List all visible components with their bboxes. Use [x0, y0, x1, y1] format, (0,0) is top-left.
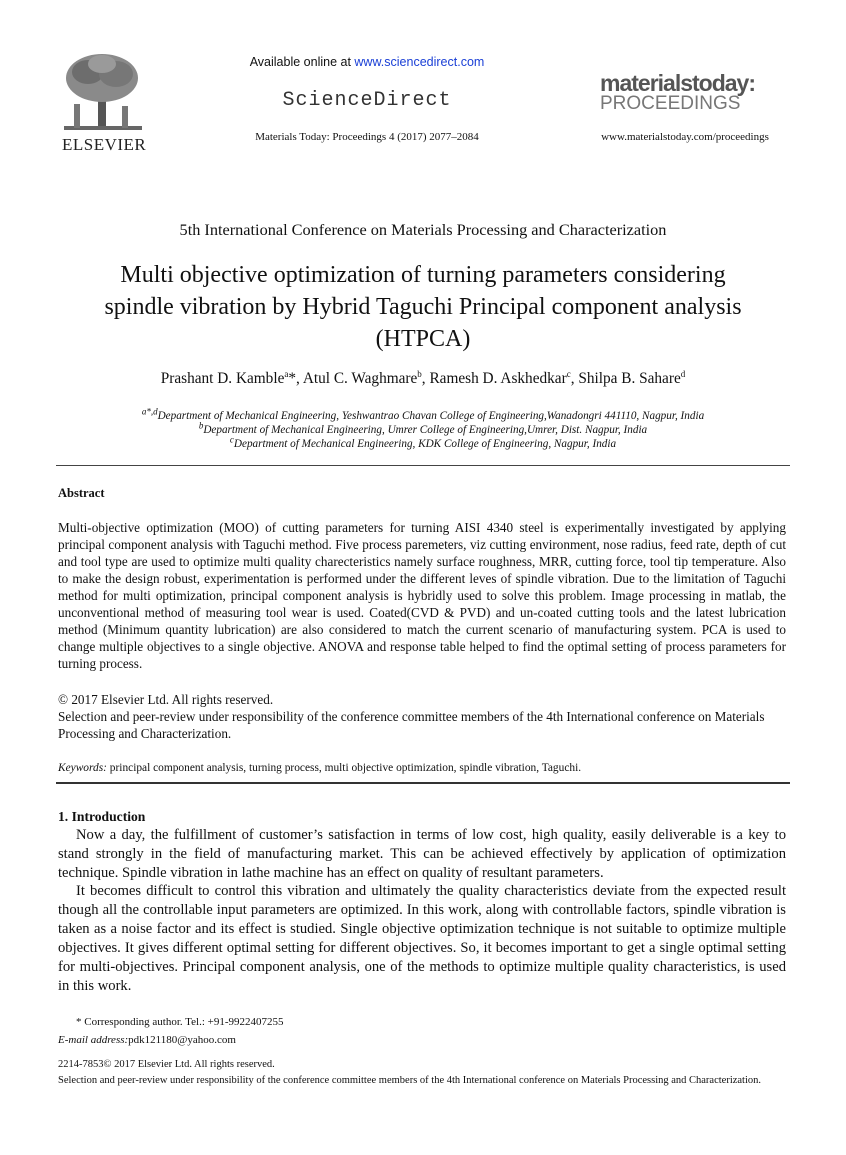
paper-title-line2: spindle vibration by Hybrid Taguchi Principal component analysis — [104, 294, 742, 320]
author-sup: b — [417, 368, 422, 379]
affiliation-line: $^b$Department of Mechanical Engineering, Umrer College of Engineering,Umrer, Dist. Nagpur, India — [198, 420, 648, 436]
materials-today-logo-line2: PROCEEDINGS — [600, 93, 741, 114]
issn-line: 2214-7853© 2017 Elsevier Ltd. All rights reserved. — [58, 1059, 275, 1070]
affiliations — [40, 406, 806, 451]
email-value[interactable]: pdk121180@yahoo.com — [128, 1034, 236, 1046]
email-address: E-mail address:pdk121180@yahoo.com — [58, 1034, 236, 1046]
intro-paragraph-2: It becomes difficult to control this vibration and ultimately the quality characteristics deviate from the expected result though all the controllable input parameters are optimized. In this work, along with controllable factors, spindle vibration is taken as a noise factor and its effect is studied. Single objective optimization technique is not suitable to optimize multiple objectives. It gives different optimal setting for different objectives. So, it becomes important to get a single optimal setting for multi-objectives. Principal component analysis, one of the methods to optimize multiple quality characteristics, is used in this work. — [58, 883, 786, 994]
elsevier-logo — [58, 52, 148, 152]
elsevier-logo-text: ELSEVIER — [62, 135, 147, 154]
author-name: Shilpa B. Sahare — [578, 370, 681, 387]
abstract-text: Multi-objective optimization (MOO) of cutting parameters for turning AISI 4340 steel is experimentally investigated by applying principal component analysis with Taguchi method. Five process paremeters, viz cutting environment, nose radius, feed rate, depth of cut and tool type are used to optimize multi quality charecteristics namely surface roughness, MRR, cutting force, tool tip temperature. Also to make the design robust, experimentation is performed under the different leves of spindle vibration. Due to the limitation of Taguchi method for multi optimization, principal component analysis is hybridly used to solve this problem. Image processing in matlab, the unconventional method of measuring tool wear is used. Coated(CVD & PVD) and un-coated cutting tools and the latest lubrication method (Minimum quantity lubrication) are also considered to match the current scenario of manufacturing system. PCA is used to change multiple objectives to a single objective. ANOVA and response table helped to find the optimal setting of process parameters for turning process. — [58, 520, 786, 671]
author-sup: d — [680, 368, 686, 379]
section-heading: 1. Introduction — [58, 809, 146, 824]
sciencedirect-link[interactable]: www.sciencedirect.com — [354, 55, 485, 69]
paper-title-line3: (HTPCA) — [375, 326, 471, 352]
affiliation-line: $^c$Department of Mechanical Engineering, KDK College of Engineering, Nagpur, India — [229, 434, 617, 450]
divider-bottom — [56, 782, 790, 784]
keywords-label: Keywords: — [58, 762, 107, 774]
journal-website: www.materialstoday.com/proceedings — [601, 131, 769, 143]
elsevier-tree-icon — [58, 52, 148, 132]
available-online: Available online at www.sciencedirect.com — [249, 55, 485, 69]
corresponding-author: * Corresponding author. Tel.: +91-9922407255 — [76, 1016, 284, 1028]
author-name: Atul C. Waghmare — [302, 370, 418, 387]
keywords-text: principal component analysis, turning process, multi objective optimization, spindle vibration, Taguchi. — [106, 762, 582, 774]
journal-reference: Materials Today: Proceedings 4 (2017) 2077–2084 — [255, 131, 479, 143]
author-list: Prashant D. Kamble$^a$*, Atul C. Waghmare$^b$, Ramesh D. Askhedkar$^c$, Shilpa B. Sahare$^d$ — [160, 368, 686, 387]
paper-title — [40, 259, 806, 355]
abstract-peer-review: Selection and peer-review under responsibility of the conference committee members of the 4th International conference on Materials Processing and Characterization. — [58, 709, 765, 741]
author-sup: a — [284, 368, 289, 379]
materials-today-logo-line1: materialstoday: — [600, 70, 756, 96]
sciencedirect-title: ScienceDirect — [282, 89, 452, 112]
divider-top — [56, 465, 790, 466]
footer-peer-review: Selection and peer-review under responsibility of the conference committee members of the 4th International conference on Materials Processing and Characterization. — [58, 1075, 762, 1086]
conference-name: 5th International Conference on Materials Processing and Characterization — [179, 220, 667, 239]
author-name: Prashant D. Kamble — [160, 370, 285, 387]
author-name: Ramesh D. Askhedkar — [429, 370, 567, 387]
abstract-heading: Abstract — [58, 486, 105, 500]
intro-paragraph-1: Now a day, the fulfillment of customer’s satisfaction in terms of low cost, high quality, easily deliverable is a key to stand strongly in the field of manufacturing market. This can be achieved effectively by application of optimization technique. Spindle vibration in lathe machine has an effect on quality of resultant parameters. — [58, 827, 786, 881]
author-sup: c — [566, 368, 571, 379]
materials-today-logo — [600, 72, 780, 114]
copyright: © 2017 Elsevier Ltd. All rights reserved. — [58, 692, 274, 707]
paper-title-line1: Multi objective optimization of turning parameters considering — [120, 262, 726, 288]
affiliation-line: $^{a*,d}$Department of Mechanical Engineering, Yeshwantrao Chavan College of Engineering,Wanadongri 441110, Nagpur, India — [141, 406, 705, 422]
keywords — [58, 762, 786, 774]
